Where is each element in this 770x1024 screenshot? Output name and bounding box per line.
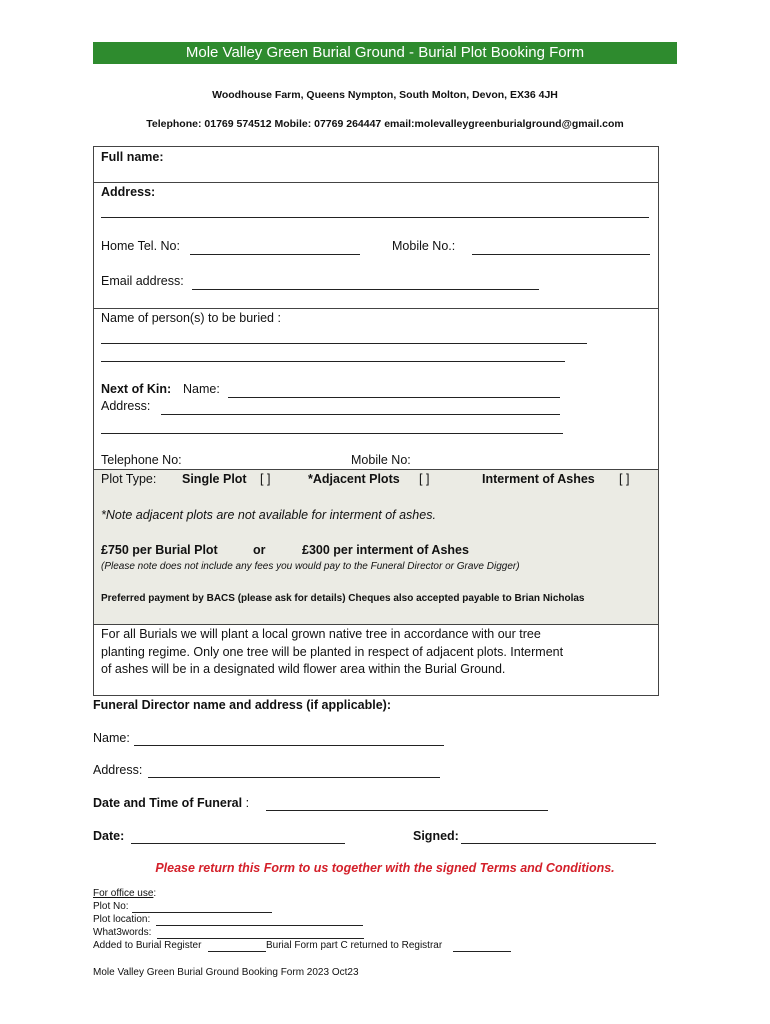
funeral-datetime-label <box>93 796 249 810</box>
burial-plot-price: £750 per Burial Plot <box>101 543 218 557</box>
return-form-note: Please return this Form to us together with the signed Terms and Conditions. <box>155 861 615 875</box>
price-or: or <box>253 543 266 557</box>
tree-planting-section <box>93 624 659 696</box>
nok-telephone-label: Telephone No: <box>101 453 182 467</box>
office-plot-location-field[interactable] <box>156 925 363 926</box>
farm-address: Woodhouse Farm, Queens Nympton, South Molton, Devon, EX36 4JH <box>212 89 558 101</box>
email-label: Email address: <box>101 274 184 288</box>
funeral-datetime-colon: : <box>242 796 250 810</box>
price-note: (Please note does not include any fees you would pay to the Funeral Director or Grave Digger) <box>101 561 520 572</box>
office-added-register-label: Added to Burial Register <box>93 940 202 951</box>
nok-mobile-label: Mobile No: <box>351 453 411 467</box>
office-plot-no-label: Plot No: <box>93 901 129 912</box>
mobile-label: Mobile No.: <box>392 239 456 253</box>
funeral-director-heading: Funeral Director name and address (if applicable): <box>93 698 391 712</box>
home-tel-label: Home Tel. No: <box>101 239 180 253</box>
interment-ashes-label: Interment of Ashes <box>482 472 595 486</box>
mobile-field[interactable] <box>472 254 650 255</box>
fd-name-label: Name: <box>93 731 130 745</box>
adjacent-plots-label: *Adjacent Plots <box>308 472 400 486</box>
deceased-name-field-2[interactable] <box>101 361 565 362</box>
office-use-colon: : <box>153 888 157 899</box>
payment-note: Preferred payment by BACS (please ask for details) Cheques also accepted payable to Brian Nicholas <box>101 593 585 604</box>
single-plot-checkbox[interactable]: [ ] <box>260 472 271 486</box>
office-use-heading <box>93 888 156 899</box>
office-returned-label: Burial Form part C returned to Registrar <box>266 940 443 951</box>
address-field[interactable] <box>101 217 649 218</box>
office-what3words-label: What3words: <box>93 927 152 938</box>
deceased-name-label: Name of person(s) to be buried : <box>101 311 281 325</box>
fd-address-label: Address: <box>93 763 143 777</box>
interment-ashes-checkbox[interactable]: [ ] <box>619 472 630 486</box>
date-field[interactable] <box>131 843 345 844</box>
footer-text: Mole Valley Green Burial Ground Booking Form 2023 Oct23 <box>93 967 359 978</box>
contact-details: Telephone: 01769 574512 Mobile: 07769 264447 email:molevalleygreenburialground@gmail.com <box>146 118 624 130</box>
office-returned-field[interactable] <box>453 951 511 952</box>
funeral-datetime-text: Date and Time of Funeral <box>93 796 243 810</box>
office-plot-location-label: Plot location: <box>93 914 151 925</box>
tree-text-line-3: of ashes will be in a designated wild flower area within the Burial Ground. <box>101 662 506 676</box>
ashes-price: £300 per interment of Ashes <box>302 543 469 557</box>
plot-type-label: Plot Type: <box>101 472 157 486</box>
next-of-kin-label: Next of Kin: <box>101 382 172 396</box>
nok-name-field[interactable] <box>228 397 560 398</box>
fd-address-field[interactable] <box>148 777 440 778</box>
adjacent-plots-checkbox[interactable]: [ ] <box>419 472 430 486</box>
signed-field[interactable] <box>461 843 656 844</box>
adjacent-plots-note: *Note adjacent plots are not available for interment of ashes. <box>101 508 436 522</box>
applicant-contact-section <box>93 182 659 309</box>
nok-address-label: Address: <box>101 399 151 413</box>
signed-label: Signed: <box>413 829 459 843</box>
email-field[interactable] <box>192 289 539 290</box>
office-what3words-field[interactable] <box>157 938 364 939</box>
fd-name-field[interactable] <box>134 745 444 746</box>
address-label: Address: <box>101 185 156 199</box>
tree-text-line-1: For all Burials we will plant a local grown native tree in accordance with our tree <box>101 627 541 641</box>
office-added-register-field[interactable] <box>208 951 266 952</box>
home-tel-field[interactable] <box>190 254 360 255</box>
date-label: Date: <box>93 829 125 843</box>
full-name-label: Full name: <box>101 150 164 164</box>
nok-name-label: Name: <box>183 382 220 396</box>
plot-pricing-section <box>93 469 659 625</box>
deceased-name-field-1[interactable] <box>101 343 587 344</box>
office-use-text: For office use <box>93 888 154 899</box>
funeral-datetime-field[interactable] <box>266 810 548 811</box>
form-title: Mole Valley Green Burial Ground - Burial Plot Booking Form <box>93 42 677 64</box>
nok-address-field-1[interactable] <box>161 414 560 415</box>
deceased-section <box>93 308 659 470</box>
tree-text-line-2: planting regime. Only one tree will be planted in respect of adjacent plots. Interment <box>101 645 564 659</box>
full-name-section <box>93 146 659 183</box>
nok-address-field-2[interactable] <box>101 433 563 434</box>
single-plot-label: Single Plot <box>182 472 247 486</box>
office-plot-no-field[interactable] <box>132 912 272 913</box>
